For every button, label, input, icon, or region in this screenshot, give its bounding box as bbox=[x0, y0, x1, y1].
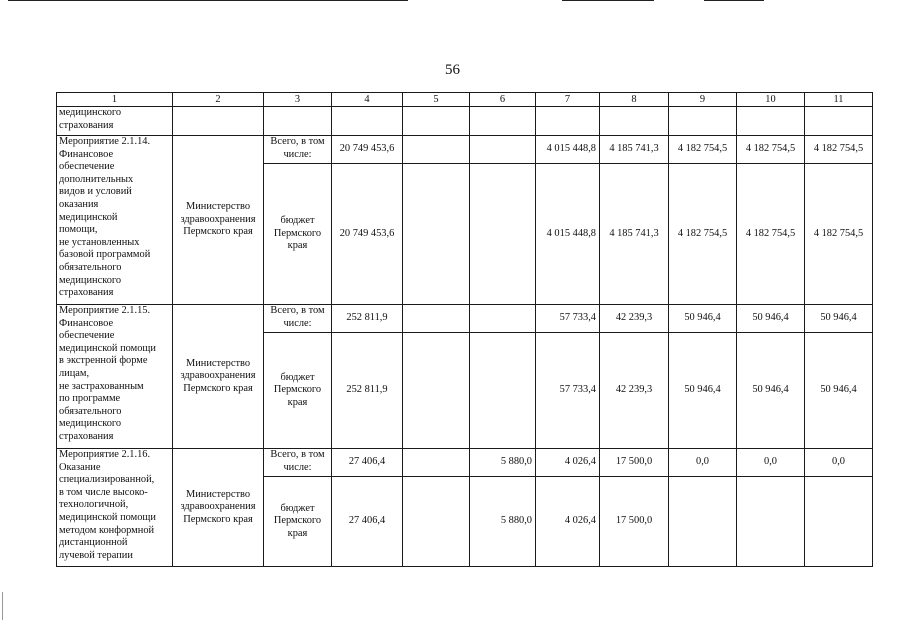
source-cell: Всего, в том числе: bbox=[264, 449, 332, 477]
value-cell-col11: 50 946,4 bbox=[805, 333, 873, 449]
header-cell: 9 bbox=[669, 93, 737, 107]
executor-cell: Министерство здравоохранения Пермского края bbox=[173, 449, 264, 567]
empty-cell bbox=[536, 107, 600, 136]
value-cell-col6 bbox=[470, 164, 536, 305]
value-cell-col7: 4 015 448,8 bbox=[536, 164, 600, 305]
value-cell-col8: 17 500,0 bbox=[600, 449, 669, 477]
header-cell: 11 bbox=[805, 93, 873, 107]
header-cell: 2 bbox=[173, 93, 264, 107]
value-cell-col11 bbox=[805, 477, 873, 567]
value-cell-col7: 57 733,4 bbox=[536, 305, 600, 333]
empty-cell bbox=[600, 107, 669, 136]
value-cell-col8: 4 185 741,3 bbox=[600, 164, 669, 305]
value-cell-col8: 42 239,3 bbox=[600, 333, 669, 449]
value-cell-col11: 50 946,4 bbox=[805, 305, 873, 333]
measure-cell: Мероприятие 2.1.14. Финансовое обеспечение дополнительных видов и условий оказания медицинской помощи, не установленных базовой программой обязательного медицинского страхования bbox=[57, 136, 173, 305]
source-cell: Всего, в том числе: bbox=[264, 305, 332, 333]
total-row bbox=[57, 305, 873, 333]
source-cell: бюджет Пермского края bbox=[264, 164, 332, 305]
value-cell-col11: 4 182 754,5 bbox=[805, 136, 873, 164]
empty-cell bbox=[470, 107, 536, 136]
measure-cell: Мероприятие 2.1.15. Финансовое обеспечение медицинской помощи в экстренной форме лицам, не застрахованным по программе обязательного медицинского страхования bbox=[57, 305, 173, 449]
top-rule-right bbox=[704, 0, 764, 1]
header-cell: 6 bbox=[470, 93, 536, 107]
budget-table bbox=[56, 92, 873, 567]
value-cell-col4: 252 811,9 bbox=[332, 333, 403, 449]
value-cell-col11: 0,0 bbox=[805, 449, 873, 477]
value-cell-col4: 20 749 453,6 bbox=[332, 136, 403, 164]
value-cell-col10: 4 182 754,5 bbox=[737, 164, 805, 305]
value-cell-col7: 4 026,4 bbox=[536, 477, 600, 567]
value-cell-col7: 57 733,4 bbox=[536, 333, 600, 449]
source-cell: бюджет Пермского края bbox=[264, 477, 332, 567]
value-cell-col9: 50 946,4 bbox=[669, 333, 737, 449]
value-cell-col6: 5 880,0 bbox=[470, 449, 536, 477]
top-rule-middle bbox=[562, 0, 654, 1]
value-cell-col8: 4 185 741,3 bbox=[600, 136, 669, 164]
empty-cell bbox=[737, 107, 805, 136]
value-cell-col4: 27 406,4 bbox=[332, 477, 403, 567]
header-cell: 8 bbox=[600, 93, 669, 107]
value-cell-col4: 27 406,4 bbox=[332, 449, 403, 477]
continuation-row bbox=[57, 107, 873, 136]
header-cell: 5 bbox=[403, 93, 470, 107]
header-cell: 7 bbox=[536, 93, 600, 107]
empty-cell bbox=[805, 107, 873, 136]
total-row bbox=[57, 449, 873, 477]
empty-cell bbox=[264, 107, 332, 136]
value-cell-col6: 5 880,0 bbox=[470, 477, 536, 567]
value-cell-col9: 0,0 bbox=[669, 449, 737, 477]
total-row bbox=[57, 136, 873, 164]
measure-cell: медицинского страхования bbox=[57, 107, 173, 136]
empty-cell bbox=[173, 107, 264, 136]
value-cell-col9 bbox=[669, 477, 737, 567]
value-cell-col10 bbox=[737, 477, 805, 567]
value-cell-col5 bbox=[403, 333, 470, 449]
source-cell: бюджет Пермского края bbox=[264, 333, 332, 449]
header-cell: 3 bbox=[264, 93, 332, 107]
empty-cell bbox=[403, 107, 470, 136]
page-number: 56 bbox=[445, 62, 460, 78]
header-cell: 1 bbox=[57, 93, 173, 107]
value-cell-col8: 42 239,3 bbox=[600, 305, 669, 333]
empty-cell bbox=[332, 107, 403, 136]
value-cell-col5 bbox=[403, 136, 470, 164]
value-cell-col8: 17 500,0 bbox=[600, 477, 669, 567]
value-cell-col5 bbox=[403, 305, 470, 333]
value-cell-col10: 4 182 754,5 bbox=[737, 136, 805, 164]
empty-cell bbox=[669, 107, 737, 136]
value-cell-col9: 4 182 754,5 bbox=[669, 136, 737, 164]
value-cell-col5 bbox=[403, 164, 470, 305]
value-cell-col9: 50 946,4 bbox=[669, 305, 737, 333]
value-cell-col4: 20 749 453,6 bbox=[332, 164, 403, 305]
scan-edge-mark bbox=[2, 592, 3, 620]
value-cell-col5 bbox=[403, 477, 470, 567]
value-cell-col9: 4 182 754,5 bbox=[669, 164, 737, 305]
value-cell-col4: 252 811,9 bbox=[332, 305, 403, 333]
value-cell-col11: 4 182 754,5 bbox=[805, 164, 873, 305]
value-cell-col10: 0,0 bbox=[737, 449, 805, 477]
executor-cell: Министерство здравоохранения Пермского края bbox=[173, 305, 264, 449]
value-cell-col10: 50 946,4 bbox=[737, 305, 805, 333]
header-cell: 4 bbox=[332, 93, 403, 107]
executor-cell: Министерство здравоохранения Пермского края bbox=[173, 136, 264, 305]
top-rule-left bbox=[8, 0, 408, 1]
value-cell-col6 bbox=[470, 305, 536, 333]
source-cell: Всего, в том числе: bbox=[264, 136, 332, 164]
value-cell-col10: 50 946,4 bbox=[737, 333, 805, 449]
value-cell-col5 bbox=[403, 449, 470, 477]
value-cell-col7: 4 026,4 bbox=[536, 449, 600, 477]
value-cell-col6 bbox=[470, 333, 536, 449]
header-row bbox=[57, 93, 873, 107]
value-cell-col6 bbox=[470, 136, 536, 164]
value-cell-col7: 4 015 448,8 bbox=[536, 136, 600, 164]
header-cell: 10 bbox=[737, 93, 805, 107]
measure-cell: Мероприятие 2.1.16. Оказание специализированной, в том числе высоко- технологичной, медицинской помощи методом конформной дистанционной лучевой терапии bbox=[57, 449, 173, 567]
